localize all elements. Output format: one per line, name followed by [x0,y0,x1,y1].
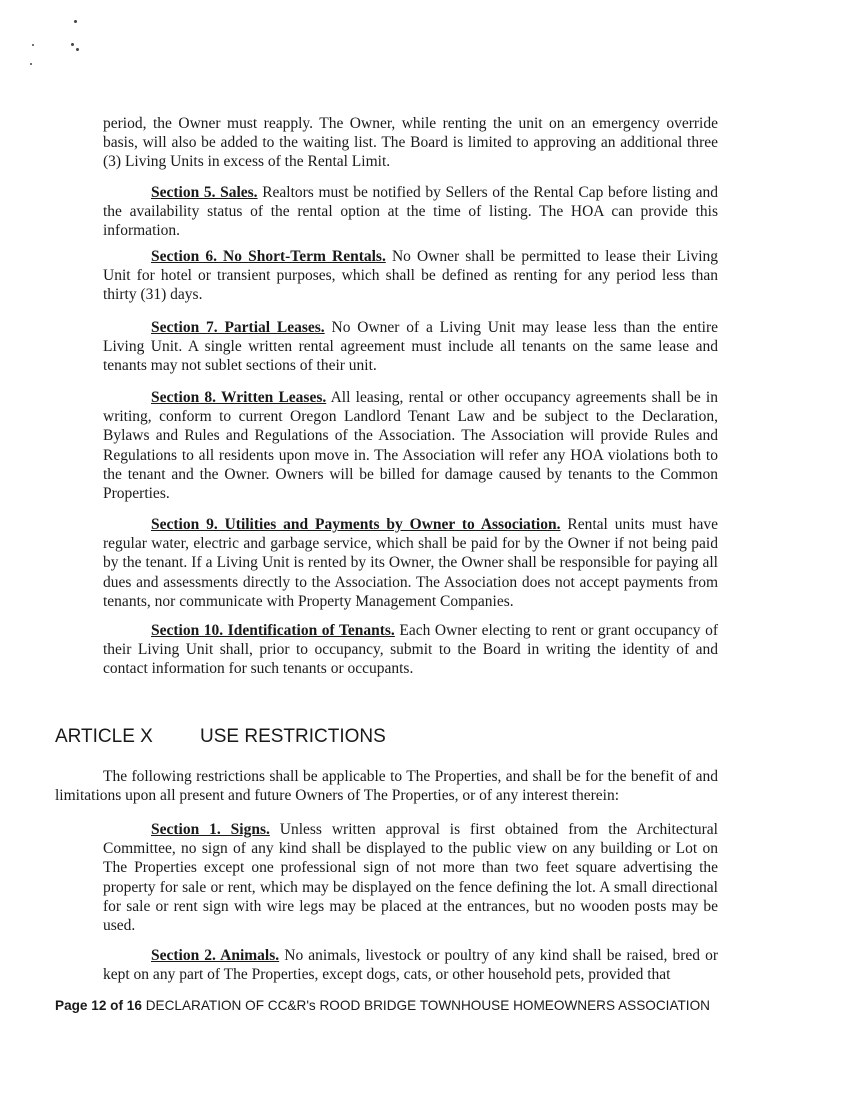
section-heading: Section 6. No Short-Term Rentals. [151,248,386,265]
section-7-partial-leases [103,318,718,376]
article-section-1-signs [103,820,718,935]
article-title: USE RESTRICTIONS [200,726,386,747]
section-5-sales [103,183,718,241]
section-text: Unless written approval is first obtained from the Architectural Committee, no sign of any kind shall be displayed to the public view on any building or Lot on The Properties except one professional sign of not more than two feet square advertising the property for sale or rent, which may be displayed on the fence defining the lot. A small directional for sale or rent sign with wire legs may be placed at the entrances, but no wooden posts may be used. [103,821,718,935]
page-footer [55,998,710,1013]
section-text: All leasing, rental or other occupancy agreements shall be in writing, conform to current Oregon Landlord Tenant Law and be subject to the Declaration, Bylaws and Rules and Regulations of the Association. The Association will provide Rules and Regulations to all residents upon move in. The Association will refer any HOA violations both to the tenant and the Owner. Owners will be billed for damage caused by tenants to the Common Properties. [103,389,718,503]
footer-page-of: of [106,998,127,1013]
section-heading: Section 9. Utilities and Payments by Owner to Association. [151,516,561,533]
continuation-paragraph [103,114,718,172]
article-section-2-animals [103,946,718,984]
paragraph-text: period, the Owner must reapply. The Owner, while renting the unit on an emergency override basis, will also be added to the waiting list. The Board is limited to approving an additional three (3) Living Units in excess of the Rental Limit. [103,115,718,171]
section-text: No Owner of a Living Unit may lease less than the entire Living Unit. A single written rental agreement must include all tenants on the same lease and tenants may not sublet sections of their unit. [103,319,718,375]
section-heading: Section 10. Identification of Tenants. [151,622,395,639]
scan-speck [71,43,74,46]
paragraph-text: The following restrictions shall be applicable to The Properties, and shall be for the benefit of and limitations upon all present and future Owners of The Properties, or of any interest therein: [55,768,718,805]
section-heading: Section 7. Partial Leases. [151,319,325,336]
section-8-written-leases [103,388,718,503]
section-text: Each Owner electing to rent or grant occupancy of their Living Unit shall, prior to occupancy, submit to the Board in writing the identity of and contact information for such tenants or occupants. [103,622,719,678]
section-text: No Owner shall be permitted to lease their Living Unit for hotel or transient purposes, which shall be defined as renting for any period less than thirty (31) days. [103,248,718,304]
article-intro-paragraph [55,767,718,805]
footer-page-prefix: Page [55,998,92,1013]
footer-page-number: 12 [91,998,107,1013]
footer-document-title: DECLARATION OF CC&R's ROOD BRIDGE TOWNHOUSE HOMEOWNERS ASSOCIATION [141,998,710,1013]
section-heading: Section 1. Signs. [151,821,270,838]
section-9-utilities-payments [103,515,718,611]
scan-speck [32,44,34,46]
scan-speck [76,48,79,51]
article-number: ARTICLE X [55,726,153,747]
section-text: No animals, livestock or poultry of any kind shall be raised, bred or kept on any part of The Properties, except dogs, cats, or other household pets, provided that [103,947,719,984]
section-6-short-term-rentals [103,247,718,305]
article-heading [55,726,386,748]
section-text: Realtors must be notified by Sellers of the Rental Cap before listing and the availability status of the rental option at the time of listing. The HOA can provide this information. [103,184,718,240]
section-heading: Section 8. Written Leases. [151,389,327,406]
scan-speck [30,63,32,65]
section-heading: Section 5. Sales. [151,184,258,201]
scan-speck [74,20,77,23]
section-10-identification-of-tenants [103,621,718,679]
section-text: Rental units must have regular water, electric and garbage service, which shall be paid for by the Owner if not being paid by the tenant. If a Living Unit is rented by its Owner, the Owner shall be responsible for paying all dues and assessments directly to the Association. The Association does not accept payments from tenants, nor communicate with Property Management Companies. [103,516,718,610]
footer-page-total: 16 [126,998,142,1013]
section-heading: Section 2. Animals. [151,947,280,964]
